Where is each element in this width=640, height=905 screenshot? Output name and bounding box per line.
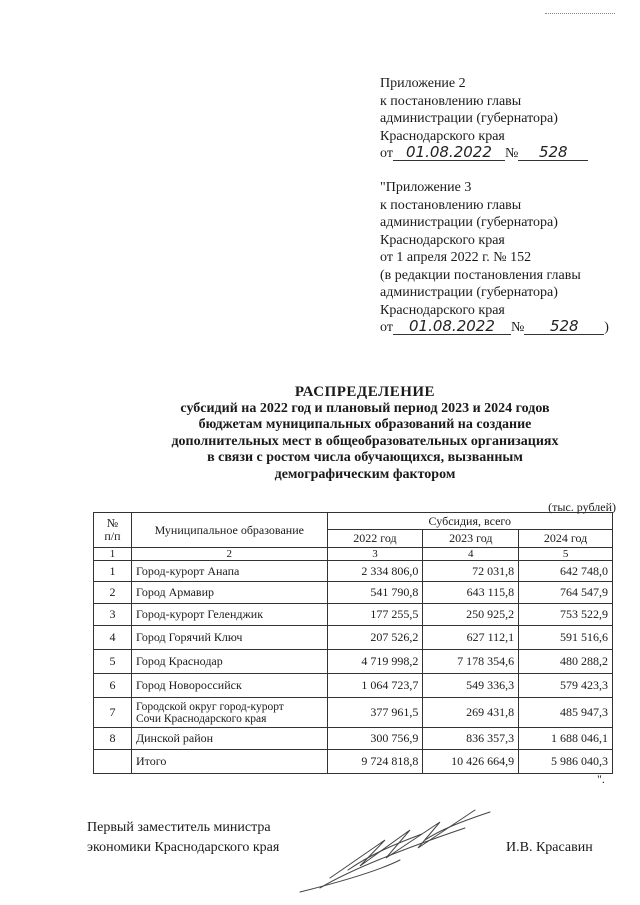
document-title [150,384,580,483]
header-subsidy-group: Субсидия, всего [327,513,612,530]
table-row [94,650,613,674]
row-value-2022: 541 790,8 [327,582,423,604]
row-value-2023: 549 336,3 [423,674,519,698]
appendix-2-block [380,75,588,163]
title-line: дополнительных мест в общеобразовательных организациях [171,433,559,449]
table-row [94,674,613,698]
appendix-3-line: к постановлению главы [380,197,522,213]
row-municipality: Город Краснодар [131,650,327,674]
table-row [94,561,613,582]
row-num: 4 [94,626,132,650]
table-row [94,698,613,728]
row-municipality: Город Армавир [131,582,327,604]
appendix-3-line: администрации (губернатора) [380,215,558,230]
row-municipality: Город-курорт Анапа [131,561,327,582]
signatory-position [87,818,279,858]
row-value-2024: 764 547,9 [519,582,613,604]
row-num: 5 [94,650,132,674]
row-value-2022: 1 064 723,7 [327,674,423,698]
row-num: 2 [94,582,132,604]
number-label: № [510,320,525,335]
row-municipality: Город Новороссийск [131,674,327,698]
row-value-2023: 836 357,3 [423,728,519,750]
header-year: 2022 год [327,530,423,548]
row-value-2023: 269 431,8 [423,698,519,728]
table-row [94,728,613,750]
table-row [94,626,613,650]
row-value-2022: 207 526,2 [327,626,423,650]
appendix-3-line: от 1 апреля 2022 г. № 152 [380,250,532,265]
row-value-2022: 2 334 806,0 [327,561,423,582]
appendix-3-block [380,179,609,337]
total-label: Итого [131,750,327,774]
row-num: 8 [94,728,132,750]
header-rule [545,13,615,14]
position-line: экономики Краснодарского края [87,840,280,855]
units-label: (тыс. рублей) [548,500,616,514]
index-cell: 4 [423,548,519,561]
row-municipality: Город-курорт Геленджик [131,604,327,626]
row-value-2024: 480 288,2 [519,650,613,674]
row-num: 7 [94,698,132,728]
row-value-2024: 485 947,3 [519,698,613,728]
row-value-2022: 377 961,5 [327,698,423,728]
row-value-2023: 643 115,8 [423,582,519,604]
total-num [94,750,132,774]
row-value-2022: 4 719 998,2 [327,650,423,674]
row-num: 6 [94,674,132,698]
index-cell: 2 [131,548,327,561]
total-row [94,750,613,774]
appendix-3-date-line [380,319,609,337]
title-line: в связи с ростом числа обучающихся, вызванным [207,450,523,465]
title-line: бюджетам муниципальных образований на создание [198,417,532,432]
appendix-2-line: к постановлению главы [380,93,522,109]
row-municipality: Городской округ город-курорт Сочи Краснодарского края [131,698,327,728]
table-row [94,604,613,626]
position-line: Первый заместитель министра [87,820,271,835]
from-label: от [380,320,393,335]
row-value-2023: 250 925,2 [423,604,519,626]
handwritten-date: 01.08.2022 [393,319,511,335]
header-year: 2024 год [519,530,613,548]
row-value-2024: 642 748,0 [519,561,613,582]
appendix-2-line: администрации (губернатора) [380,111,558,126]
row-value-2023: 627 112,1 [423,626,519,650]
index-cell: 1 [94,548,132,561]
closing-paren: ) [604,320,609,335]
row-value-2023: 72 031,8 [423,561,519,582]
title-heading: РАСПРЕДЕЛЕНИЕ [294,384,436,400]
signature-image [290,800,510,895]
header-year: 2023 год [423,530,519,548]
appendix-3-line: Краснодарского края [380,302,505,318]
row-value-2022: 300 756,9 [327,728,423,750]
header-municipality: Муниципальное образование [131,513,327,548]
appendix-3-line: "Приложение 3 [380,180,472,195]
table-row [94,582,613,604]
index-cell: 5 [519,548,613,561]
row-value-2023: 7 178 354,6 [423,650,519,674]
row-value-2024: 591 516,6 [519,626,613,650]
row-num: 1 [94,561,132,582]
total-value-2024: 5 986 040,3 [519,750,613,774]
row-municipality: Динской район [131,728,327,750]
appendix-2-date-line [380,145,588,163]
appendix-3-line: Краснодарского края [380,232,505,248]
handwritten-number: 528 [518,145,588,161]
appendix-2-line: Приложение 2 [380,76,466,91]
index-cell: 3 [327,548,423,561]
row-value-2024: 579 423,3 [519,674,613,698]
closing-quote: ". [597,772,605,786]
total-value-2023: 10 426 664,9 [423,750,519,774]
signatory-name: И.В. Красавин [506,840,593,855]
index-row [94,548,613,561]
handwritten-date: 01.08.2022 [393,145,505,161]
subsidy-table [93,512,613,774]
title-line: демографическим фактором [274,466,456,482]
appendix-2-line: Краснодарского края [380,128,505,144]
appendix-3-line: администрации (губернатора) [380,285,558,300]
number-label: № [504,146,519,161]
appendix-3-line: (в редакции постановления главы [380,267,581,283]
row-num: 3 [94,604,132,626]
title-line: субсидий на 2022 год и плановый период 2023 и 2024 годов [180,400,550,416]
row-value-2024: 1 688 046,1 [519,728,613,750]
total-value-2022: 9 724 818,8 [327,750,423,774]
handwritten-number: 528 [524,319,604,335]
row-value-2022: 177 255,5 [327,604,423,626]
row-municipality: Город Горячий Ключ [131,626,327,650]
header-num: № п/п [94,513,132,548]
row-value-2024: 753 522,9 [519,604,613,626]
from-label: от [380,146,393,161]
